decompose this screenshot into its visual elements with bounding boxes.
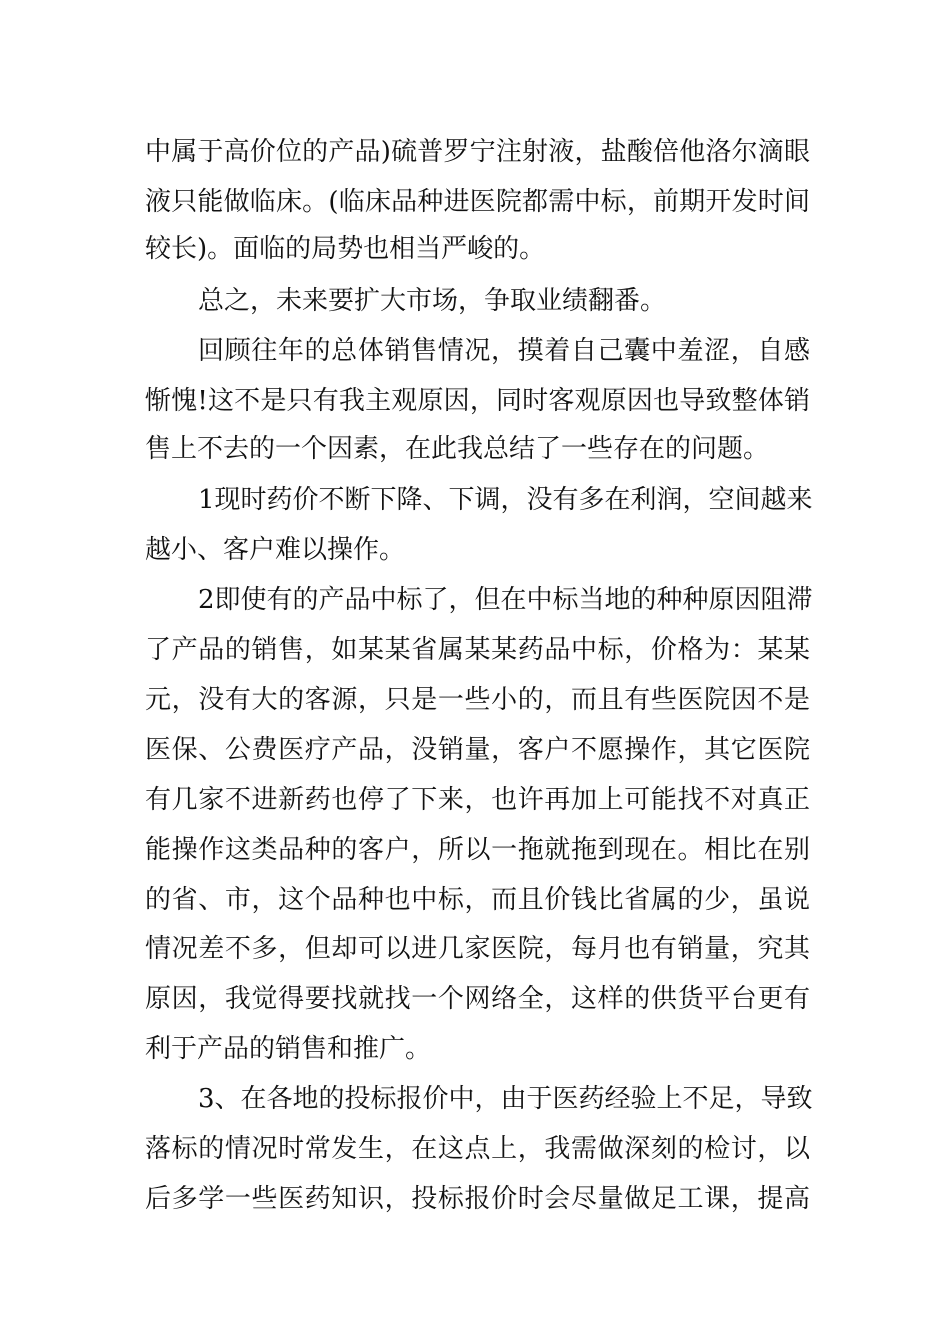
text-line: 有几家不进新药也停了下来，也许再加上可能找不对真正 [145,785,810,815]
text-line: 医保、公费医疗产品，没销量，客户不愿操作，其它医院 [145,735,810,765]
text-line: 原因，我觉得要找就找一个网络全，这样的供货平台更有 [145,984,810,1014]
text-line: 较长)。面临的局势也相当严峻的。 [145,234,546,264]
paragraph-line: 2即使有的产品中标了，但在中标当地的种种原因阻滞 [198,585,813,615]
text-line: 能操作这类品种的客户，所以一拖就拖到现在。相比在别 [145,835,810,865]
paragraph-line: 3、在各地的投标报价中，由于医药经验上不足，导致 [198,1084,813,1114]
text-line: 惭愧!这不是只有我主观原因，同时客观原因也导致整体销 [145,386,810,416]
text-line: 液只能做临床。(临床品种进医院都需中标，前期开发时间 [145,187,810,217]
text-line: 了产品的销售，如某某省属某某药品中标，价格为：某某 [145,635,810,665]
text-line: 中属于高价位的产品)硫普罗宁注射液，盐酸倍他洛尔滴眼 [145,137,810,167]
text-line: 落标的情况时常发生，在这点上，我需做深刻的检讨，以 [145,1134,810,1164]
text-line: 后多学一些医药知识，投标报价时会尽量做足工课，提高 [145,1184,810,1214]
text-line: 的省、市，这个品种也中标，而且价钱比省属的少，虽说 [145,885,810,915]
text-line: 情况差不多，但却可以进几家医院，每月也有销量，究其 [145,934,810,964]
paragraph-line: 1现时药价不断下降、下调，没有多在利润，空间越来 [198,485,813,515]
text-line: 元，没有大的客源，只是一些小的，而且有些医院因不是 [145,685,810,715]
text-line: 利于产品的销售和推广。 [145,1034,432,1064]
text-line: 越小、客户难以操作。 [145,535,406,565]
paragraph-line: 回顾往年的总体销售情况，摸着自己囊中羞涩，自感 [198,336,810,366]
text-line: 售上不去的一个因素，在此我总结了一些存在的问题。 [145,434,770,464]
paragraph-line: 总之，未来要扩大市场，争取业绩翻番。 [198,286,667,316]
